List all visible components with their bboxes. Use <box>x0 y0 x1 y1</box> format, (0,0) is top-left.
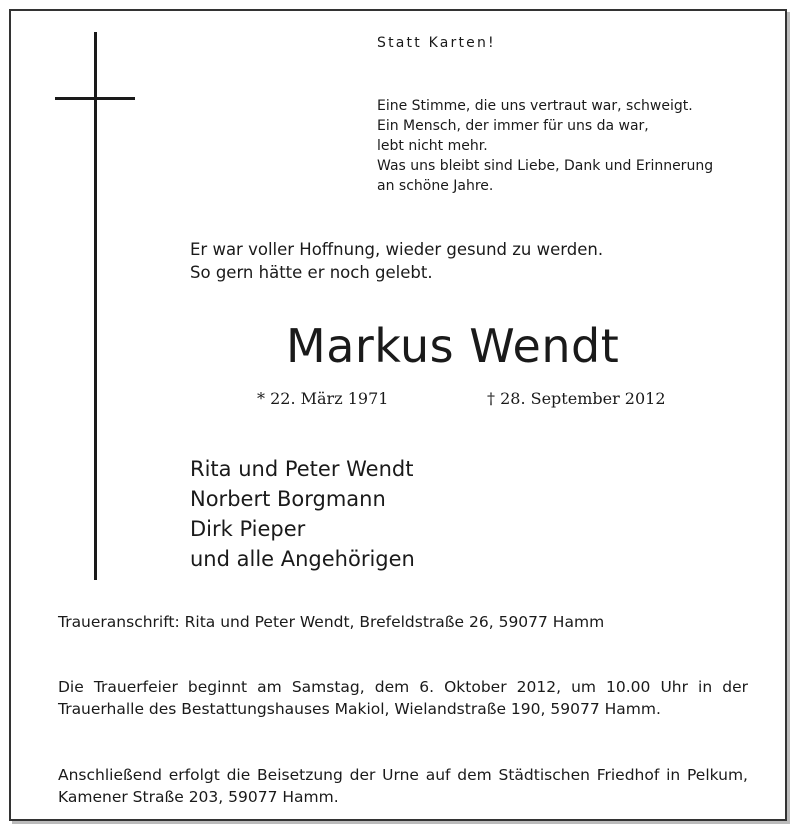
hope-line: So gern hätte er noch gelebt. <box>190 263 433 282</box>
mourner: und alle Angehörigen <box>190 547 415 571</box>
deceased-name: Markus Wendt <box>286 319 620 373</box>
poem-line: lebt nicht mehr. <box>377 138 488 154</box>
hope-line: Er war voller Hoffnung, wieder gesund zu werden. <box>190 240 604 259</box>
birth-date: * 22. März 1971 <box>257 389 389 408</box>
poem <box>377 96 713 196</box>
hope-text <box>190 238 603 284</box>
cross-icon <box>94 32 97 580</box>
mourner: Rita und Peter Wendt <box>190 457 414 481</box>
cross-icon-bar <box>55 97 135 100</box>
burial-info: Anschließend erfolgt die Beisetzung der Urne auf dem Städtischen Friedhof in Pelkum, Kamener Straße 203, 59077 Hamm. <box>58 766 748 806</box>
poem-line: Ein Mensch, der immer für uns da war, <box>377 118 649 134</box>
obituary-notice <box>9 9 787 821</box>
poem-line: Was uns bleibt sind Liebe, Dank und Erinnerung <box>377 158 714 174</box>
death-date: † 28. September 2012 <box>487 389 666 408</box>
poem-line: Eine Stimme, die uns vertraut war, schweigt. <box>377 98 693 114</box>
mourning-address: Traueranschrift: Rita und Peter Wendt, Brefeldstraße 26, 59077 Hamm <box>58 613 605 631</box>
mourner: Dirk Pieper <box>190 517 306 541</box>
mourners-list <box>190 454 415 574</box>
notice-heading: Statt Karten! <box>377 35 496 51</box>
funeral-service-info: Die Trauerfeier beginnt am Samstag, dem 6. Oktober 2012, um 10.00 Uhr in der Trauerhalle des Bestattungshauses Makiol, Wielandstraße 190, 59077 Hamm. <box>58 678 748 718</box>
poem-line: an schöne Jahre. <box>377 178 494 194</box>
mourner: Norbert Borgmann <box>190 487 386 511</box>
